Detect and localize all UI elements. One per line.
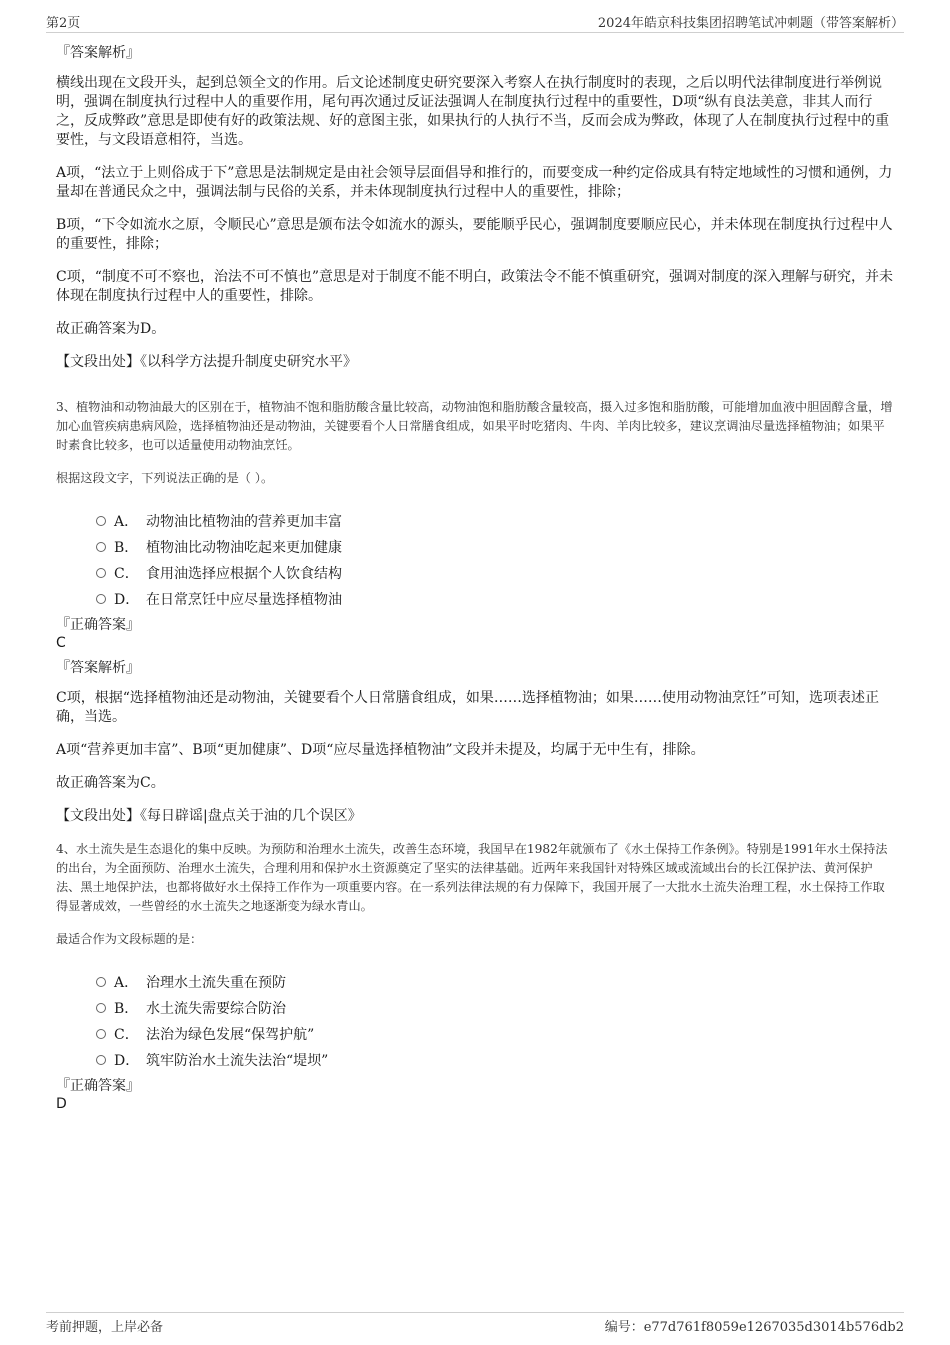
q2-analysis-para: B项，“下令如流水之原，令顺民心”意思是颁布法令如流水的源头，要能顺乎民心，强调制度要顺应民心，并未体现在制度执行过程中人的重要性，排除； [56,217,893,252]
q3-stem: 根据这段文字，下列说法正确的是（ ）。 [56,471,274,485]
page-number: 第2页 [46,15,81,31]
q2-analysis-para: C项，“制度不可不察也，治法不可不慎也”意思是对于制度不能不明白，政策法令不能不慎重研究，强调对制度的深入理解与研究，并未体现在制度执行过程中人的重要性，排除。 [56,269,894,304]
q3-analysis-para: C项，根据“选择植物油还是动物油，关键要看个人日常膳食组成，如果……选择植物油；如果……使用动物油烹饪”可知，选项表述正确，当选。 [56,690,880,725]
page-footer [46,1312,904,1335]
document-title: 2024年皓京科技集团招聘笔试冲刺题（带答案解析） [597,15,904,31]
document-id: 编号：e77d761f8059e1267035d3014b576db2 [604,1320,904,1335]
q3-answer: C [56,635,66,651]
page-content [56,42,896,1118]
q3-section [56,398,896,826]
radio-icon[interactable] [96,1055,106,1065]
q4-passage: 4、水土流失是生态退化的集中反映。为预防和治理水土流失，改善生态环境，我国早在1982年就颁布了《水土保持工作条例》。特别是1991年水土保持法的出台，为全面预防、治理水土流失，合理利用和保护水土资源奠定了坚实的法律基础。近两年来我国针对特殊区域或流域出台的长江保护法、黄河保护法、黑土地保护法，也都将做好水土保持工作作为一项重要内容。在一系列法律法规的有力保障下，我国开展了一大批水土流失治理工程，水土保持工作取得显著成效，一些曾经的水土流失之地逐渐变为绿水青山。 [56,842,888,913]
q4-option-c[interactable]: C． 法治为绿色发展“保驾护航” [96,1021,896,1047]
q4-option-b[interactable]: B． 水土流失需要综合防治 [96,995,896,1021]
q4-section [56,840,896,1112]
q3-source: 【文段出处】《每日辟谣|盘点关于油的几个误区》 [56,808,362,824]
q2-source: 【文段出处】《以科学方法提升制度史研究水平》 [56,354,357,370]
radio-icon[interactable] [96,1029,106,1039]
q4-options [96,969,896,1073]
q4-option-d[interactable]: D． 筑牢防治水土流失法治“堤坝” [96,1047,896,1073]
q3-analysis-label: 『答案解析』 [56,660,140,676]
footer-slogan: 考前押题，上岸必备 [46,1320,164,1335]
q4-answer: D [56,1096,67,1112]
q3-option-d[interactable]: D． 在日常烹饪中应尽量选择植物油 [96,586,896,612]
q2-analysis-label: 『答案解析』 [56,45,140,61]
q3-option-c[interactable]: C． 食用油选择应根据个人饮食结构 [96,560,896,586]
q2-analysis-para: A项，“法立于上则俗成于下”意思是法制规定是由社会领导层面倡导和推行的，而要变成一种约定俗成具有特定地域性的习惯和通例，力量却在普通民众之中，强调法制与民俗的关系，并未体现制度执行过程中人的重要性，排除； [56,165,893,200]
radio-icon[interactable] [96,542,106,552]
q3-options [96,508,896,612]
q4-option-a[interactable]: A． 治理水土流失重在预防 [96,969,896,995]
q3-passage: 3、植物油和动物油最大的区别在于，植物油不饱和脂肪酸含量比较高，动物油饱和脂肪酸含量较高，摄入过多饱和脂肪酸，可能增加血液中胆固醇含量，增加心血管疾病患病风险，选择植物油还是动物油，关键要看个人日常膳食组成，如果平时吃猪肉、牛肉、羊肉比较多，建议烹调油尽量选择植物油；如果平时素食比较多，也可以适量使用动物油烹饪。 [56,400,893,452]
q3-conclusion: 故正确答案为C。 [56,775,165,791]
page-header [46,10,904,33]
radio-icon[interactable] [96,568,106,578]
q4-stem: 最适合作为文段标题的是： [56,932,203,946]
q2-section [56,42,896,372]
radio-icon[interactable] [96,516,106,526]
radio-icon[interactable] [96,977,106,987]
radio-icon[interactable] [96,1003,106,1013]
q2-analysis-para: 横线出现在文段开头，起到总领全文的作用。后文论述制度史研究要深入考察人在执行制度时的表现，之后以明代法律制度进行举例说明，强调在制度执行过程中人的重要作用，尾句再次通过反证法强调人在制度执行过程中的重要性，D项“纵有良法美意，非其人而行之，反成弊政”意思是即使有好的政策法规、好的意图主张，如果执行的人执行不当，反而会成为弊政，体现了人在制度执行过程中的重要性，与文段语意相符，当选。 [56,75,890,148]
q3-option-a[interactable]: A． 动物油比植物油的营养更加丰富 [96,508,896,534]
q4-answer-label: 『正确答案』 [56,1078,140,1094]
radio-icon[interactable] [96,594,106,604]
q3-analysis-para: A项“营养更加丰富”、B项“更加健康”、D项“应尽量选择植物油”文段并未提及，均属于无中生有，排除。 [56,742,705,758]
q3-option-b[interactable]: B． 植物油比动物油吃起来更加健康 [96,534,896,560]
q3-answer-label: 『正确答案』 [56,617,140,633]
q2-conclusion: 故正确答案为D。 [56,321,166,337]
